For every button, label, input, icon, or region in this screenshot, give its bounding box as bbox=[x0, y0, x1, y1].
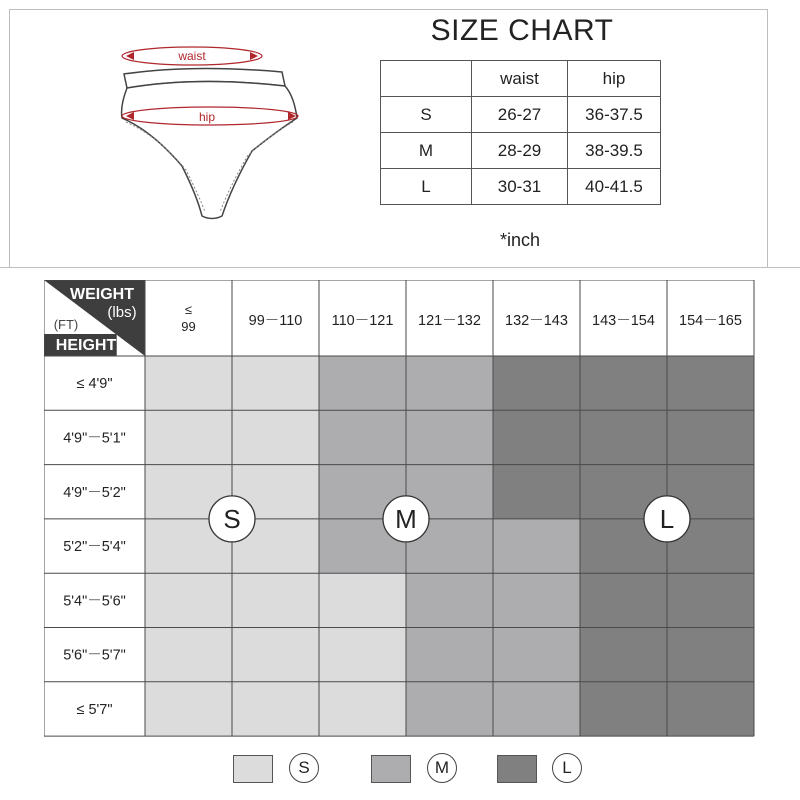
grid-cell-m bbox=[319, 356, 406, 410]
height-label: 5'6"－5'7" bbox=[63, 647, 126, 664]
legend-swatch-s bbox=[233, 755, 273, 783]
weight-header: 99 bbox=[181, 319, 196, 334]
corner-lbs-label: (lbs) bbox=[107, 304, 137, 321]
header-hip: hip bbox=[568, 61, 661, 97]
legend bbox=[0, 750, 800, 790]
legend-label-l: L bbox=[552, 753, 582, 783]
measurement-row-m bbox=[381, 133, 661, 169]
weight-header: 143－154 bbox=[592, 313, 655, 329]
grid-cell-s bbox=[319, 628, 406, 682]
grid-cell-s bbox=[232, 682, 319, 736]
weight-header: 154－165 bbox=[679, 313, 742, 329]
grid-cell-m bbox=[406, 573, 493, 627]
size-marker-label: L bbox=[659, 503, 675, 534]
grid-cell-l bbox=[667, 682, 754, 736]
hip-cell: 40-41.5 bbox=[568, 169, 661, 205]
grid-cell-m bbox=[406, 628, 493, 682]
height-label: 5'4"－5'6" bbox=[63, 593, 126, 610]
grid-cell-l bbox=[493, 465, 580, 519]
legend-swatch-l bbox=[497, 755, 537, 783]
waist-arrow-left bbox=[126, 52, 134, 60]
grid-cell-s bbox=[232, 410, 319, 464]
height-label: 5'2"－5'4" bbox=[63, 539, 126, 556]
height-label: ≤ 4'9" bbox=[76, 376, 113, 393]
hip-label: hip bbox=[198, 110, 216, 124]
measurement-row-l bbox=[381, 169, 661, 205]
waist-cell: 30-31 bbox=[472, 169, 568, 205]
grid-cell-l bbox=[667, 356, 754, 410]
grid-cell-l bbox=[667, 628, 754, 682]
grid-cell-l bbox=[580, 356, 667, 410]
size-cell: L bbox=[381, 169, 472, 205]
measurement-table bbox=[380, 60, 661, 205]
grid-cell-m bbox=[406, 410, 493, 464]
grid-cell-s bbox=[145, 682, 232, 736]
height-label: 4'9"－5'2" bbox=[63, 484, 126, 501]
waist-cell: 28-29 bbox=[472, 133, 568, 169]
grid-cell-s bbox=[145, 410, 232, 464]
corner-weight-label: WEIGHT bbox=[70, 286, 134, 303]
grid-cell-s bbox=[145, 628, 232, 682]
grid-cell-m bbox=[493, 519, 580, 573]
weight-header: 132－143 bbox=[505, 313, 568, 329]
height-label: ≤ 5'7" bbox=[76, 701, 113, 718]
header-empty-cell bbox=[381, 61, 472, 97]
weight-header: 99－110 bbox=[248, 313, 303, 329]
grid-cell-l bbox=[580, 628, 667, 682]
header-waist: waist bbox=[472, 61, 568, 97]
legend-label-s: S bbox=[289, 753, 319, 783]
weight-header: 110－121 bbox=[331, 313, 394, 329]
grid-cell-l bbox=[667, 410, 754, 464]
measurement-row-s bbox=[381, 97, 661, 133]
grid-cell-s bbox=[319, 682, 406, 736]
size-cell: M bbox=[381, 133, 472, 169]
waist-label: waist bbox=[178, 49, 206, 63]
grid-cell-s bbox=[232, 356, 319, 410]
legend-swatch-m bbox=[371, 755, 411, 783]
grid-cell-s bbox=[232, 628, 319, 682]
waist-arrow-right bbox=[250, 52, 258, 60]
grid-cell-s bbox=[232, 573, 319, 627]
grid-cell-l bbox=[667, 573, 754, 627]
grid-cell-m bbox=[319, 410, 406, 464]
size-marker-label: S bbox=[223, 503, 241, 534]
weight-height-grid bbox=[44, 280, 780, 738]
hip-cell: 38-39.5 bbox=[568, 133, 661, 169]
size-marker-label: M bbox=[395, 503, 417, 534]
grid-cell-m bbox=[493, 682, 580, 736]
briefs-diagram bbox=[112, 36, 312, 226]
grid-cell-l bbox=[580, 682, 667, 736]
weight-header-symbol: ≤ bbox=[184, 302, 193, 317]
weight-header: 121－132 bbox=[418, 313, 481, 329]
grid-cell-s bbox=[319, 573, 406, 627]
grid-cell-m bbox=[406, 682, 493, 736]
grid-cell-m bbox=[406, 356, 493, 410]
size-cell: S bbox=[381, 97, 472, 133]
corner-ft-label: (FT) bbox=[53, 317, 79, 332]
grid-cell-l bbox=[580, 573, 667, 627]
grid-cell-m bbox=[493, 573, 580, 627]
grid-cell-l bbox=[493, 410, 580, 464]
legend-label-m: M bbox=[427, 753, 457, 783]
unit-note: *inch bbox=[499, 230, 541, 250]
height-label: 4'9"－5'1" bbox=[63, 430, 126, 447]
waist-cell: 26-27 bbox=[472, 97, 568, 133]
grid-cell-l bbox=[493, 356, 580, 410]
grid-cell-s bbox=[145, 356, 232, 410]
size-chart-title: SIZE CHART bbox=[430, 14, 614, 47]
grid-cell-l bbox=[580, 410, 667, 464]
briefs-body bbox=[122, 81, 297, 218]
corner-height-label: HEIGHT bbox=[55, 337, 117, 354]
hip-cell: 36-37.5 bbox=[568, 97, 661, 133]
measurement-header-row bbox=[381, 61, 661, 97]
grid-cell-s bbox=[145, 573, 232, 627]
grid-cell-m bbox=[493, 628, 580, 682]
